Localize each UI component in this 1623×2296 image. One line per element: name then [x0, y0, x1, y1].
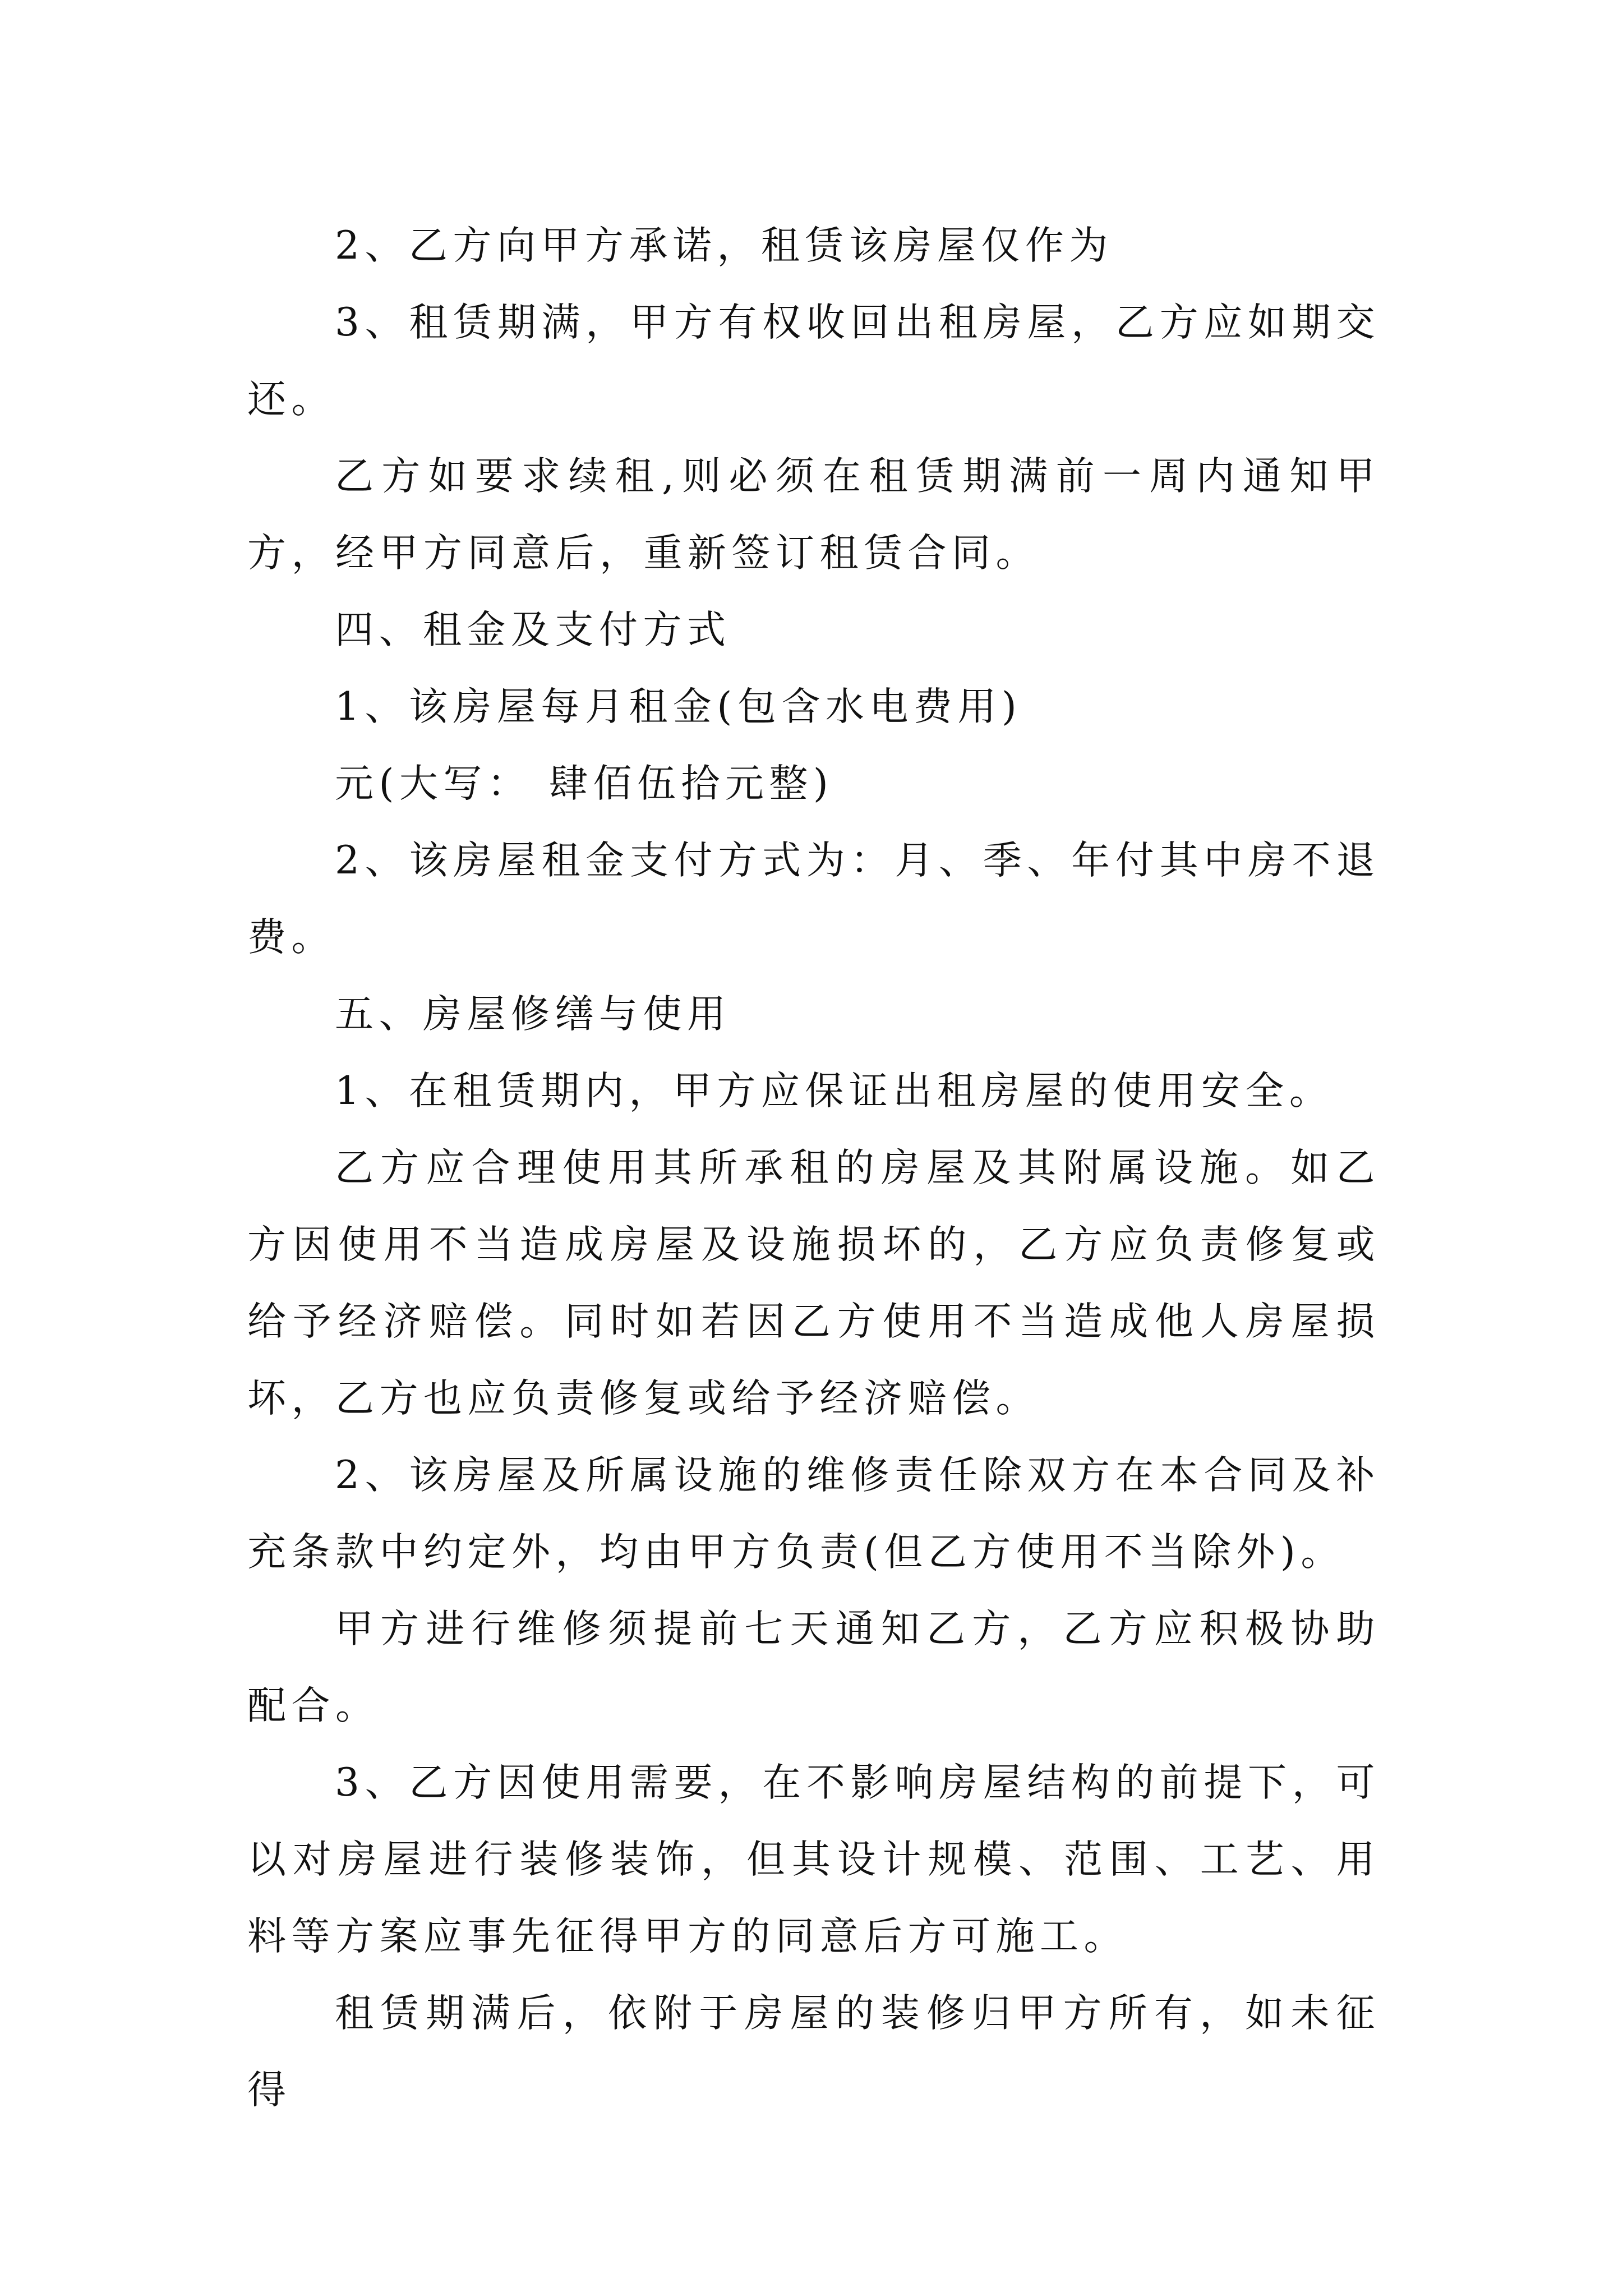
paragraph: 2、该房屋及所属设施的维修责任除双方在本合同及补充条款中约定外，均由甲方负责(但乙方使用不当除外)。 — [247, 1453, 1380, 1575]
paragraph: 2、乙方向甲方承诺，租赁该房屋仅作为 — [335, 223, 1113, 268]
paragraph: 1、该房屋每月租金(包含水电费用) — [335, 684, 1022, 729]
paragraph: 元(大写： 肆佰伍拾元整) — [335, 761, 834, 806]
paragraph: 3、租赁期满，甲方有权收回出租房屋，乙方应如期交还。 — [247, 300, 1380, 422]
paragraph: 2、该房屋租金支付方式为：月、季、年付其中房不退费。 — [247, 838, 1380, 960]
paragraph: 乙方如要求续租,则必须在租赁期满前一周内通知甲方，经甲方同意后，重新签订租赁合同。 — [247, 454, 1380, 576]
paragraph: 甲方进行维修须提前七天通知乙方，乙方应积极协助配合。 — [247, 1607, 1380, 1728]
document-body — [247, 208, 1380, 2129]
paragraph: 1、在租赁期内，甲方应保证出租房屋的使用安全。 — [335, 1069, 1334, 1114]
paragraph: 乙方应合理使用其所承租的房屋及其附属设施。如乙方因使用不当造成房屋及设施损坏的，乙方应负责修复或给予经济赔偿。同时如若因乙方使用不当造成他人房屋损坏，乙方也应负责修复或给予经济赔偿。 — [247, 1145, 1380, 1421]
paragraph: 3、乙方因使用需要，在不影响房屋结构的前提下，可以对房屋进行装修装饰，但其设计规模、范围、工艺、用料等方案应事先征得甲方的同意后方可施工。 — [247, 1760, 1380, 1959]
paragraph: 租赁期满后，依附于房屋的装修归甲方所有，如未征得 — [247, 1991, 1380, 2113]
section-heading: 四、租金及支付方式 — [335, 608, 731, 652]
section-heading: 五、房屋修缮与使用 — [335, 992, 731, 1037]
